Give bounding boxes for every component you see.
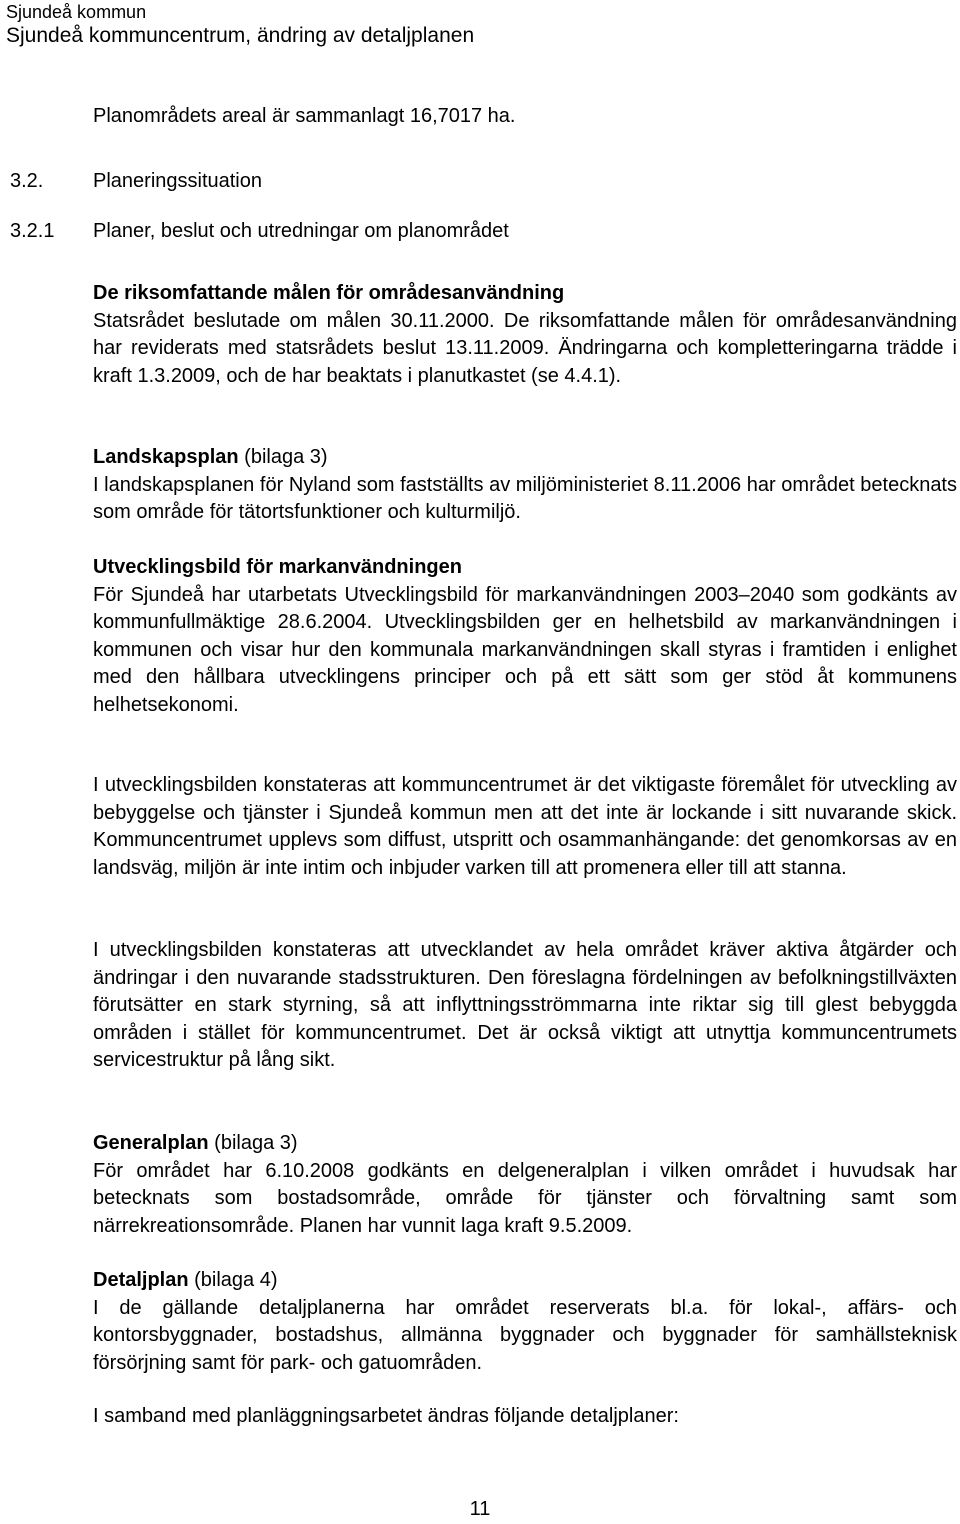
area-sentence: Planområdets areal är sammanlagt 16,7017 ha. — [93, 105, 516, 127]
riksomfattande-text: Statsrådet beslutade om målen 30.11.2000. De riksomfattande målen för områdesanvändning har reviderats med statsrådets beslut 13.11.2009. Ändringarna och kompletteringarna trädde i kraft 1.3.2009, och de har beaktats i planutkastet (se 4.4.1). — [93, 309, 957, 387]
detaljplan-heading: Detaljplan — [93, 1269, 189, 1291]
generalplan-text: För området har 6.10.2008 godkänts en delgeneralplan i vilken området i huvudsak har betecknats som bostadsområde, område för tjänster och förvaltning samt som närrekreationsområde. Planen har vunnit laga kraft 9.5.2009. — [93, 1159, 957, 1237]
generalplan-section — [93, 1130, 957, 1240]
page-number: 11 — [469, 1498, 491, 1520]
generalplan-heading: Generalplan — [93, 1132, 209, 1154]
landskapsplan-heading-suffix: (bilaga 3) — [238, 446, 328, 468]
landskapsplan-heading: Landskapsplan — [93, 446, 239, 468]
section-number-3-2-1: 3.2.1 — [10, 220, 55, 242]
section-title-3-2: Planeringssituation — [93, 170, 262, 192]
utvecklandet-text: I utvecklingsbilden konstateras att utvecklandet av hela området kräver aktiva åtgärder och ändringar i den nuvarande stadsstrukturen. Den föreslagna fördelningen av befolkningstillväxten förutsätter en stark styrning, så att inflyttningsströmmarna inte riktar sig till glest bebyggda områden i stället för kommuncentrumet. Det är också viktigt att utnyttja kommuncentrumets servicestruktur på lång sikt. — [93, 939, 957, 1072]
header-municipality: Sjundeå kommun — [6, 2, 147, 22]
header-document-title: Sjundeå kommuncentrum, ändring av detaljplanen — [6, 24, 475, 47]
utvecklandet-paragraph — [93, 937, 957, 1075]
riksomfattande-heading: De riksomfattande målen för områdesanvändning — [93, 282, 565, 304]
kommuncentrum-paragraph — [93, 772, 957, 882]
detaljplan-heading-suffix: (bilaga 4) — [188, 1269, 278, 1291]
utvecklingsbild-section — [93, 554, 957, 720]
landskapsplan-section — [93, 444, 957, 527]
generalplan-heading-suffix: (bilaga 3) — [208, 1132, 298, 1154]
utvecklingsbild-text: För Sjundeå har utarbetats Utvecklingsbild för markanvändningen 2003–2040 som godkänts av kommunfullmäktige 28.6.2004. Utvecklingsbilden ger en helhetsbild av markanvändningen i kommunen och visar hur den kommunala markanvändningen skall styras i framtiden i enlighet med den hållbara utvecklingens principer och på ett sätt som ger stöd åt kommunens helhetsekonomi. — [93, 583, 957, 716]
riksomfattande-section — [93, 280, 957, 390]
landskapsplan-text: I landskapsplanen för Nyland som fastställts av miljöministeriet 8.11.2006 har området betecknats som område för tätortsfunktioner och kulturmiljö. — [93, 473, 957, 524]
detaljplan-section — [93, 1267, 957, 1377]
closing-sentence: I samband med planläggningsarbetet ändras följande detaljplaner: — [93, 1405, 679, 1427]
section-number-3-2: 3.2. — [10, 170, 44, 192]
section-title-3-2-1: Planer, beslut och utredningar om planområdet — [93, 220, 509, 242]
detaljplan-text: I de gällande detaljplanerna har området reserverats bl.a. för lokal-, affärs- och kontorsbyggnader, bostadshus, allmänna byggnader och byggnader för samhällsteknisk försörjning samt för park- och gatuområden. — [93, 1296, 957, 1374]
utvecklingsbild-heading: Utvecklingsbild för markanvändningen — [93, 556, 462, 578]
kommuncentrum-text: I utvecklingsbilden konstateras att kommuncentrumet är det viktigaste föremålet för utveckling av bebyggelse och tjänster i Sjundeå kommun men att det inte är lockande i sitt nuvarande skick. Kommuncentrumet upplevs som diffust, utspritt och osammanhängande: det genomkorsas av en landsväg, miljön är inte intim och inbjuder varken till att promenera eller till att stanna. — [93, 774, 957, 879]
